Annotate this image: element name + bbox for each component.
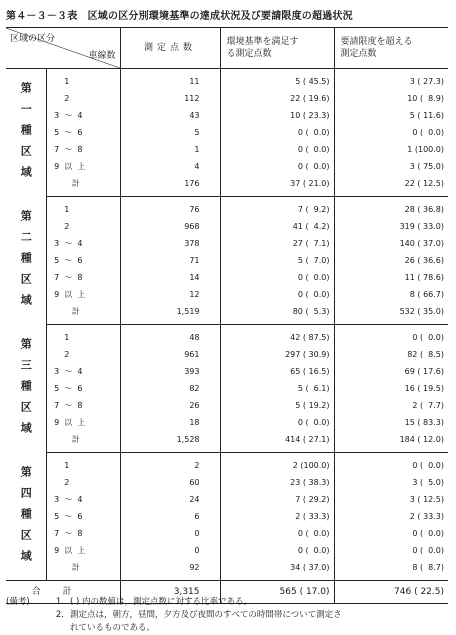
measured-count-cell: 71	[120, 252, 220, 269]
measured-count-cell: 378	[120, 235, 220, 252]
meets-env-cell: 0 ( 0.0)	[220, 542, 334, 559]
lanes-cell: 1	[46, 197, 120, 219]
measured-count-cell: 176	[120, 175, 220, 197]
measured-count-cell: 6	[120, 508, 220, 525]
table-row	[6, 453, 448, 475]
table-row	[6, 363, 448, 380]
exceeds-cell: 1 (100.0)	[407, 145, 444, 154]
lanes-cell: 1	[46, 325, 120, 347]
table-row	[6, 491, 448, 508]
exceeds-cell: 140 ( 37.0)	[399, 239, 444, 248]
note-row	[6, 609, 450, 622]
meets-env-cell: 414 ( 27.1)	[220, 431, 334, 453]
note-number: 1.	[55, 597, 64, 607]
exceeds-cell: 532 ( 35.0)	[334, 303, 448, 325]
meets-env-cell: 0 ( 0.0)	[220, 124, 334, 141]
measured-count-cell: 76	[120, 197, 220, 219]
lanes-cell: 2	[46, 474, 120, 491]
measured-count-cell: 968	[120, 218, 220, 235]
note-row	[6, 596, 450, 609]
lanes-cell: 計	[46, 303, 120, 325]
note-text: ( ) 内の数値は，測定点数に対する比率である。	[70, 597, 253, 607]
lanes-cell: 9 以 上	[46, 286, 120, 303]
lanes-cell: 3 ～ 4	[46, 363, 120, 380]
meets-env-cell: 2 ( 33.3)	[220, 508, 334, 525]
lanes-cell: 9 以 上	[46, 414, 120, 431]
table-row	[6, 542, 448, 559]
lanes-cell: 5 ～ 6	[46, 252, 120, 269]
exceeds-cell: 15 ( 83.3)	[404, 418, 444, 427]
header-exceeds	[334, 28, 448, 69]
measured-count-cell: 12	[120, 286, 220, 303]
lanes-cell: 2	[46, 90, 120, 107]
exceeds-cell: 28 ( 36.8)	[404, 205, 444, 214]
exceeds-cell: 0 ( 0.0)	[412, 529, 444, 538]
exceeds-cell: 11 ( 78.6)	[404, 273, 444, 282]
meets-env-cell: 65 ( 16.5)	[220, 363, 334, 380]
measured-count-cell: 14	[120, 269, 220, 286]
table-row	[6, 69, 448, 91]
grand-total-count: 3,315	[120, 581, 220, 604]
table-row	[6, 346, 448, 363]
table-row	[6, 380, 448, 397]
table-row	[6, 286, 448, 303]
measured-count-cell: 0	[120, 542, 220, 559]
exceeds-cell: 0 ( 0.0)	[412, 461, 444, 470]
meets-env-cell: 7 ( 9.2)	[220, 197, 334, 219]
measured-count-cell: 82	[120, 380, 220, 397]
attainment-table	[6, 27, 448, 604]
header-meets-env	[220, 28, 334, 69]
measured-count-cell: 1,528	[120, 431, 220, 453]
measured-count-cell: 26	[120, 397, 220, 414]
exceeds-cell: 10 ( 8.9)	[407, 94, 444, 103]
meets-env-cell: 22 ( 19.6)	[220, 90, 334, 107]
exceeds-cell: 0 ( 0.0)	[412, 128, 444, 137]
lanes-cell: 5 ～ 6	[46, 508, 120, 525]
note-text: れているものである。	[70, 623, 156, 633]
lanes-cell: 2	[46, 346, 120, 363]
table-row	[6, 107, 448, 124]
note-text: 測定点は，朝方，昼間，夕方及び夜間のすべての時間帯について測定さ	[70, 610, 342, 620]
exceeds-cell: 82 ( 8.5)	[407, 350, 444, 359]
table-row	[6, 414, 448, 431]
lanes-cell: 9 以 上	[46, 158, 120, 175]
zone-group-label: 第一種区域	[6, 69, 46, 197]
meets-env-cell: 0 ( 0.0)	[220, 525, 334, 542]
meets-env-cell: 0 ( 0.0)	[220, 141, 334, 158]
exceeds-cell: 69 ( 17.6)	[404, 367, 444, 376]
measured-count-cell: 48	[120, 325, 220, 347]
measured-count-cell: 18	[120, 414, 220, 431]
lanes-cell: 1	[46, 453, 120, 475]
measured-count-cell: 43	[120, 107, 220, 124]
measured-count-cell: 0	[120, 525, 220, 542]
meets-env-cell: 37 ( 21.0)	[220, 175, 334, 197]
meets-env-cell: 10 ( 23.3)	[220, 107, 334, 124]
measured-count-cell: 11	[120, 69, 220, 91]
meets-env-cell: 0 ( 0.0)	[220, 286, 334, 303]
measured-count-cell: 60	[120, 474, 220, 491]
notes-key: (備考)	[6, 597, 30, 607]
zone-group-label: 第四種区域	[6, 453, 46, 581]
meets-env-cell: 34 ( 37.0)	[220, 559, 334, 581]
header-measured: 測定点数	[120, 28, 220, 69]
header-meets-env-line2: る測定点数	[226, 49, 272, 59]
header-lanes-label: 車線数	[88, 51, 116, 61]
table-row	[6, 269, 448, 286]
header-meets-env-line1: 環境基準を満足す	[226, 37, 299, 47]
zone-group-label: 第三種区域	[6, 325, 46, 453]
grand-total-env: 565 ( 17.0)	[220, 581, 334, 604]
measured-count-cell: 961	[120, 346, 220, 363]
grand-total-req: 746 ( 22.5)	[334, 581, 448, 604]
table-row	[6, 218, 448, 235]
exceeds-cell: 319 ( 33.0)	[399, 222, 444, 231]
meets-env-cell: 27 ( 7.1)	[220, 235, 334, 252]
grand-total-label: 合計	[6, 581, 120, 604]
header-exceeds-line2: 測定点数	[340, 49, 377, 59]
meets-env-cell: 0 ( 0.0)	[220, 414, 334, 431]
meets-env-cell: 23 ( 38.3)	[220, 474, 334, 491]
note-number: 2.	[55, 610, 64, 620]
exceeds-cell: 3 ( 12.5)	[409, 495, 444, 504]
meets-env-cell: 2 (100.0)	[220, 453, 334, 475]
lanes-cell: 3 ～ 4	[46, 491, 120, 508]
table-row	[6, 124, 448, 141]
table-row	[6, 235, 448, 252]
table-row	[6, 252, 448, 269]
table-row	[6, 90, 448, 107]
table-row	[6, 158, 448, 175]
exceeds-cell: 16 ( 19.5)	[404, 384, 444, 393]
note-row	[6, 622, 450, 635]
lanes-cell: 計	[46, 559, 120, 581]
measured-count-cell: 92	[120, 559, 220, 581]
note-number	[46, 622, 70, 635]
table-row	[6, 474, 448, 491]
table-title: 第４－３－３表 区域の区分別環境基準の達成状況及び要請限度の超過状況	[6, 11, 353, 22]
exceeds-cell: 8 ( 8.7)	[334, 559, 448, 581]
meets-env-cell: 5 ( 19.2)	[220, 397, 334, 414]
lanes-cell: 1	[46, 69, 120, 91]
exceeds-cell: 26 ( 36.6)	[404, 256, 444, 265]
measured-count-cell: 112	[120, 90, 220, 107]
meets-env-cell: 5 ( 6.1)	[220, 380, 334, 397]
lanes-cell: 9 以 上	[46, 542, 120, 559]
subtotal-row	[6, 303, 448, 325]
subtotal-row	[6, 431, 448, 453]
measured-count-cell: 1	[120, 141, 220, 158]
zone-group-label: 第二種区域	[6, 197, 46, 325]
subtotal-row	[6, 175, 448, 197]
lanes-cell: 7 ～ 8	[46, 141, 120, 158]
measured-count-cell: 24	[120, 491, 220, 508]
table-body	[6, 69, 448, 581]
exceeds-cell: 184 ( 12.0)	[334, 431, 448, 453]
meets-env-cell: 0 ( 0.0)	[220, 158, 334, 175]
meets-env-cell: 297 ( 30.9)	[220, 346, 334, 363]
header-exceeds-line1: 要請限度を超える	[340, 37, 413, 47]
exceeds-cell: 3 ( 5.0)	[412, 478, 444, 487]
table-row	[6, 397, 448, 414]
table-header-row	[6, 28, 448, 69]
exceeds-cell: 3 ( 27.3)	[409, 77, 444, 86]
subtotal-row	[6, 559, 448, 581]
lanes-cell: 3 ～ 4	[46, 235, 120, 252]
header-area-lanes-cell	[6, 28, 120, 69]
meets-env-cell: 7 ( 29.2)	[220, 491, 334, 508]
meets-env-cell: 41 ( 4.2)	[220, 218, 334, 235]
exceeds-cell: 0 ( 0.0)	[412, 546, 444, 555]
table-row	[6, 141, 448, 158]
meets-env-cell: 0 ( 0.0)	[220, 269, 334, 286]
lanes-cell: 5 ～ 6	[46, 380, 120, 397]
diagonal-header	[6, 28, 120, 68]
lanes-cell: 7 ～ 8	[46, 397, 120, 414]
lanes-cell: 7 ～ 8	[46, 269, 120, 286]
lanes-cell: 5 ～ 6	[46, 124, 120, 141]
meets-env-cell: 80 ( 5.3)	[220, 303, 334, 325]
measured-count-cell: 1,519	[120, 303, 220, 325]
lanes-cell: 7 ～ 8	[46, 525, 120, 542]
table-row	[6, 508, 448, 525]
table-row	[6, 325, 448, 347]
table-row	[6, 525, 448, 542]
meets-env-cell: 5 ( 7.0)	[220, 252, 334, 269]
lanes-cell: 計	[46, 175, 120, 197]
lanes-cell: 計	[46, 431, 120, 453]
lanes-cell: 3 ～ 4	[46, 107, 120, 124]
exceeds-cell: 8 ( 66.7)	[409, 290, 444, 299]
notes	[6, 596, 450, 635]
lanes-cell: 2	[46, 218, 120, 235]
measured-count-cell: 2	[120, 453, 220, 475]
measured-count-cell: 5	[120, 124, 220, 141]
measured-count-cell: 393	[120, 363, 220, 380]
meets-env-cell: 42 ( 87.5)	[220, 325, 334, 347]
table-row	[6, 197, 448, 219]
exceeds-cell: 2 ( 7.7)	[412, 401, 444, 410]
exceeds-cell: 5 ( 11.6)	[409, 111, 444, 120]
exceeds-cell: 3 ( 75.0)	[409, 162, 444, 171]
meets-env-cell: 5 ( 45.5)	[220, 69, 334, 91]
exceeds-cell: 2 ( 33.3)	[409, 512, 444, 521]
header-area-label: 区域の区分	[10, 34, 56, 44]
measured-count-cell: 4	[120, 158, 220, 175]
exceeds-cell: 0 ( 0.0)	[412, 333, 444, 342]
exceeds-cell: 22 ( 12.5)	[334, 175, 448, 197]
